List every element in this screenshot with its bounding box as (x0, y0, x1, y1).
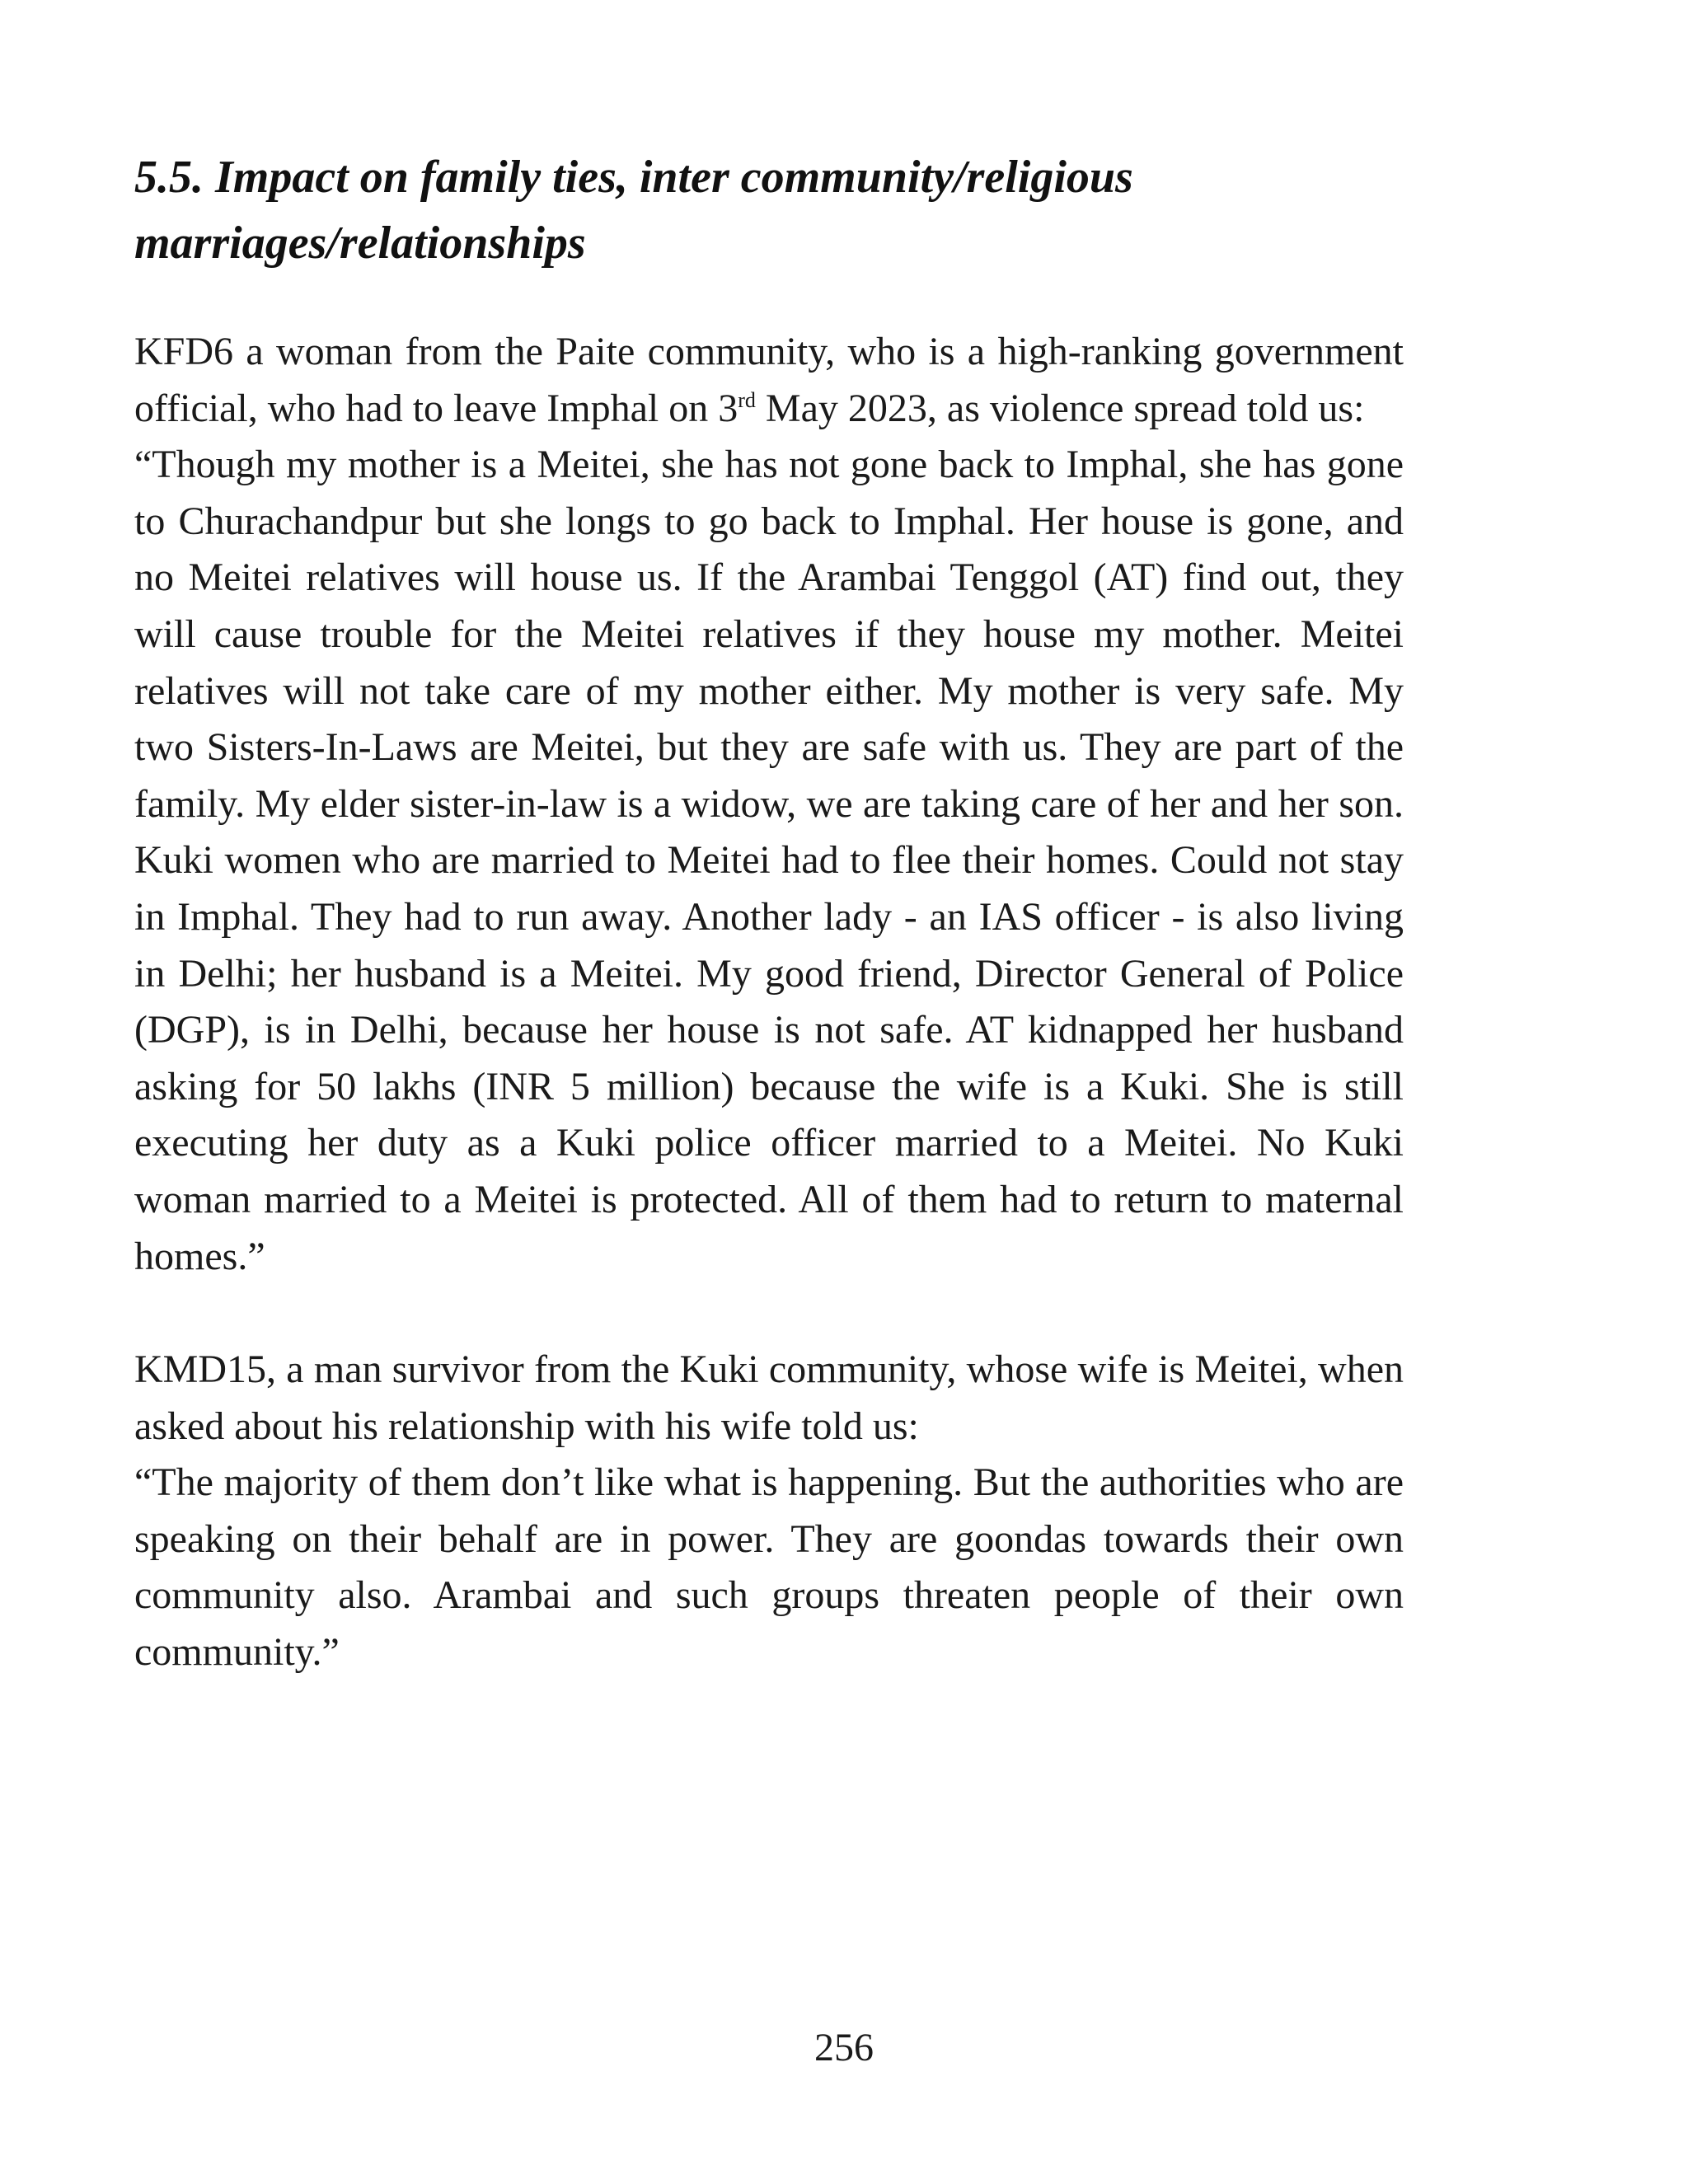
ordinal-suffix: rd (738, 387, 756, 412)
paragraph-gap (134, 1285, 1404, 1342)
testimony-1-quote: “Though my mother is a Meitei, she has not gone back to Imphal, she has gone to Churachandpur but she longs to go back to Imphal. Her house is gone, and no Meitei relatives will house us. If the Arambai Tenggol (AT) find out, they will cause trouble for the Meitei relatives if they house my mother. Meitei relatives will not take care of my mother either. My mother is very safe. My two Sisters-In-Laws are Meitei, but they are safe with us. They are part of the family. My elder sister-in-law is a widow, we are taking care of her and her son. Kuki women who are married to Meitei had to flee their homes. Could not stay in Imphal. They had to run away. Another lady - an IAS officer - is also living in Delhi; her husband is a Meitei. My good friend, Director General of Police (DGP), is in Delhi, because her house is not safe. AT kidnapped her husband asking for 50 lakhs (INR 5 million) because the wife is a Kuki. She is still executing her duty as a Kuki police officer married to a Meitei. No Kuki woman married to a Meitei is protected. All of them had to return to maternal homes.” (134, 443, 1404, 1278)
page-number: 256 (814, 2026, 874, 2069)
page-content (134, 144, 1404, 1681)
testimony-1-intro-text: KFD6 a woman from the Paite community, who is a high-ranking government official, who had to leave Imphal on 3 (134, 330, 1404, 430)
section-heading: 5.5. Impact on family ties, inter community/religious marriages/relationships (134, 152, 1133, 269)
testimony-1-intro-text-cont: May 2023, as violence spread told us: (755, 386, 1365, 430)
testimony-2-quote: “The majority of them don’t like what is happening. But the authorities who are speaking on their behalf are in power. They are goondas towards their own community also. Arambai and such groups threaten people of their own community.” (134, 1460, 1404, 1675)
testimony-2-intro: KMD15, a man survivor from the Kuki community, whose wife is Meitei, when asked about his relationship with his wife told us: (134, 1347, 1404, 1448)
testimony-1-intro (134, 324, 1404, 437)
